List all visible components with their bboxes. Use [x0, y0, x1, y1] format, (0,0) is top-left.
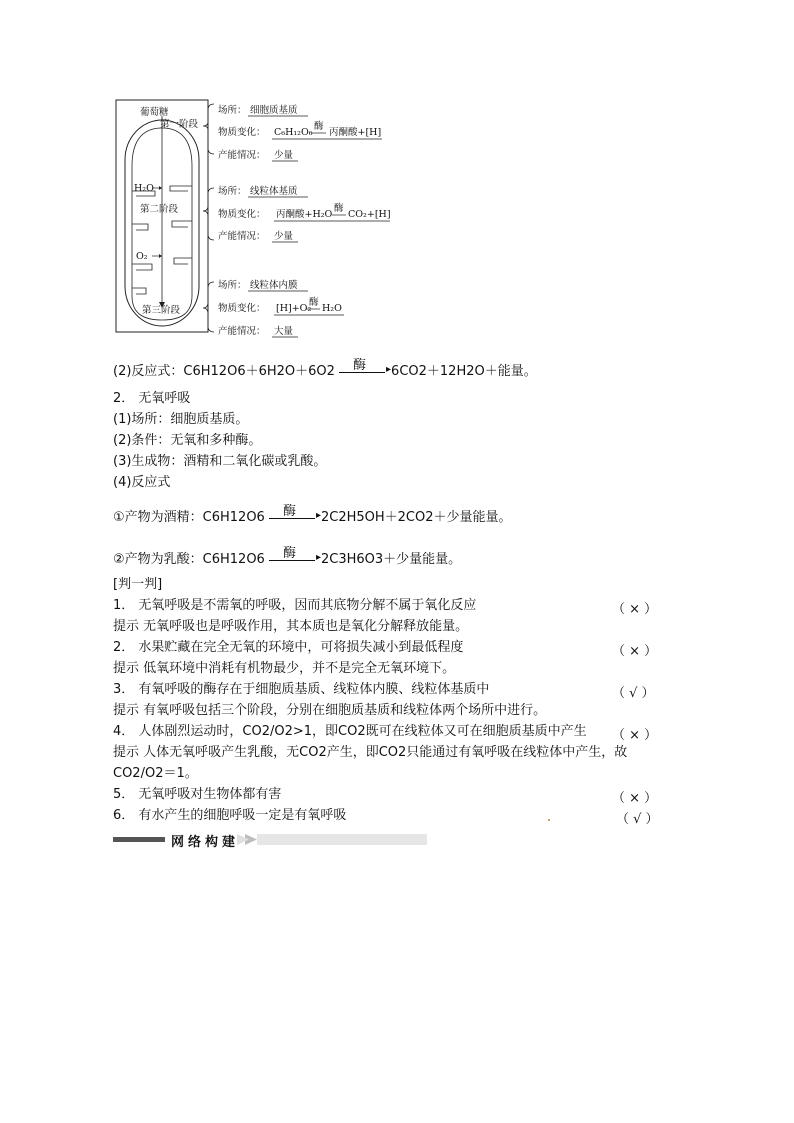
judge-item-3: 3． 有氧呼吸的酶存在于细胞质基质、线粒体内膜、线粒体基质中: [113, 682, 490, 697]
stage-3-energy: 大量: [274, 326, 294, 337]
judge-item-5: 5． 无氧呼吸对生物体都有害: [113, 787, 282, 802]
anaerobic-products: (3)生成物：酒精和二氧化碳或乳酸。: [113, 454, 327, 469]
judge-hint-3: 提示 有氧呼吸包括三个阶段，分别在细胞质基质和线粒体两个场所中进行。: [113, 703, 547, 718]
judge-verdict-4: （ × ）: [612, 728, 658, 743]
judge-hint-4: 提示 人体无氧呼吸产生乳酸，无CO2产生，即CO2只能通过有氧呼吸在线粒体中产生，故: [113, 745, 628, 760]
svg-text:物质变化：: 物质变化：: [218, 303, 266, 314]
judge-item-6: 6． 有水产生的细胞呼吸一定是有氧呼吸: [113, 808, 347, 823]
judge-verdict-3: （ √ ）: [612, 686, 655, 701]
anaerobic-place: (1)场所：细胞质基质。: [113, 412, 249, 427]
svg-text:酶: 酶: [314, 121, 324, 132]
judge-verdict-2: （ × ）: [612, 644, 658, 659]
reaction-arrow: 酶 ▸: [339, 370, 391, 373]
stage-1-change-lhs: C₆H₁₂O₆: [274, 127, 313, 138]
glucose-label: 葡萄糖: [140, 107, 169, 118]
judge-item-4: 4． 人体剧烈运动时，CO2/O2>1，即CO2既可在线粒体又可在细胞质基质中产生: [113, 724, 587, 739]
judge-verdict-6: （ √ ）: [616, 812, 659, 827]
judge-hint-4-cont: CO2/O2＝1。: [113, 766, 198, 781]
stage-2-energy: 少量: [274, 231, 294, 242]
svg-text:产能情况：: 产能情况：: [218, 326, 266, 337]
section-title: 网络构建: [171, 835, 240, 850]
stage-2-name: 第二阶段: [140, 204, 179, 215]
svg-text:产能情况：: 产能情况：: [218, 231, 266, 242]
judge-item-2: 2． 水果贮藏在完全无氧的环境中，可将损失减小到最低程度: [113, 640, 464, 655]
judge-heading: [判一判]: [113, 577, 163, 592]
stage-3-name: 第三阶段: [142, 305, 181, 316]
h2o-label: H₂O: [134, 183, 154, 194]
reaction-arrow: 酶 ▸: [269, 516, 321, 519]
judge-verdict-5: （ × ）: [612, 791, 658, 806]
stage-2-change-lhs: 丙酮酸+H₂O: [276, 209, 333, 220]
alcohol-equation: ①产物为酒精：C6H12O6 酶 ▸ 2C2H5OH＋2CO2＋少量能量。: [113, 504, 512, 525]
lactic-equation: ②产物为乳酸：C6H12O6 酶 ▸ 2C3H6O3＋少量能量。: [113, 546, 462, 567]
svg-text:场所：: 场所：: [218, 105, 247, 116]
svg-text:物质变化：: 物质变化：: [218, 127, 266, 138]
judge-hint-1: 提示 无氧呼吸也是呼吸作用，其本质也是氧化分解释放能量。: [113, 619, 469, 634]
svg-text:产能情况：: 产能情况：: [218, 150, 266, 161]
stage-1-change-rhs: 丙酮酸+[H]: [329, 127, 382, 138]
stage-2-change-rhs: CO₂+[H]: [348, 209, 391, 220]
section-header-bar: [113, 834, 427, 850]
stage-1-energy: 少量: [274, 150, 294, 161]
anaerobic-formula-heading: (4)反应式: [113, 475, 171, 490]
anaerobic-condition: (2)条件：无氧和多种酶。: [113, 433, 262, 448]
judge-item-1: 1． 无氧呼吸是不需氧的呼吸，因而其底物分解不属于氧化反应: [113, 598, 477, 613]
svg-text:酶: 酶: [334, 203, 344, 214]
stage-2-location: 线粒体基质: [250, 186, 298, 197]
stage-1-name: 第一阶段: [160, 119, 199, 130]
reaction-arrow: 酶 ▸: [269, 558, 321, 561]
respiration-diagram: [110, 96, 430, 346]
stage-3-change-lhs: [H]+O₂: [276, 303, 312, 314]
stage-1-location: 细胞质基质: [250, 105, 298, 116]
svg-text:物质变化：: 物质变化：: [218, 209, 266, 220]
svg-text:场所：: 场所：: [218, 280, 247, 291]
aerobic-equation: (2)反应式：C6H12O6＋6H2O＋6O2 酶 ▸ 6CO2＋12H2O＋能量。: [113, 358, 537, 379]
o2-label: O₂: [136, 251, 148, 262]
stage-3-change-rhs: H₂O: [322, 303, 342, 314]
svg-text:场所：: 场所：: [218, 186, 247, 197]
anaerobic-heading: 2． 无氧呼吸: [113, 391, 191, 406]
judge-verdict-1: （ × ）: [612, 602, 658, 617]
stray-dot: [548, 819, 550, 821]
stage-3-location: 线粒体内膜: [250, 280, 298, 291]
svg-text:酶: 酶: [309, 297, 319, 308]
judge-hint-2: 提示 低氧环境中消耗有机物最少，并不是完全无氧环境下。: [113, 661, 456, 676]
